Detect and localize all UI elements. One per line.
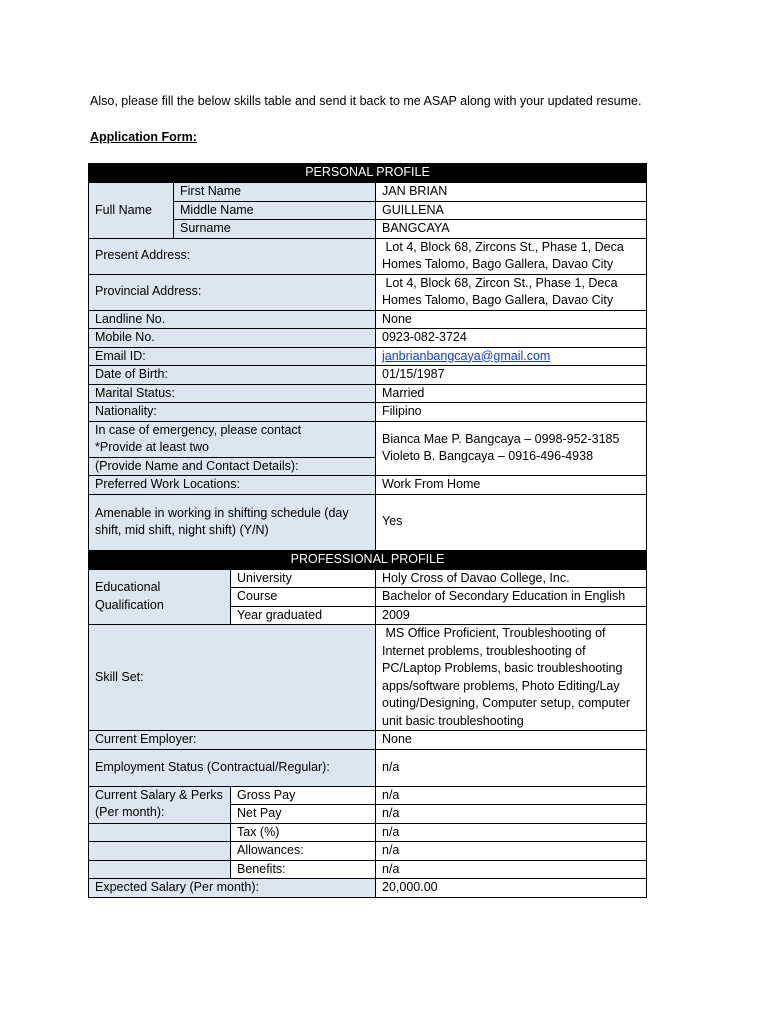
table-row bbox=[89, 823, 647, 842]
table-row bbox=[89, 384, 647, 403]
present-address-label: Present Address: bbox=[89, 238, 376, 274]
mobile-value[interactable]: 0923-082-3724 bbox=[376, 329, 647, 348]
table-row bbox=[89, 183, 647, 202]
current-salary-label-line: Current Salary & Perks bbox=[95, 787, 223, 802]
present-address-line: Homes Talomo, Bago Gallera, Davao City bbox=[382, 257, 614, 271]
dob-label: Date of Birth: bbox=[89, 366, 376, 385]
first-name-value[interactable]: JAN BRIAN bbox=[376, 183, 647, 202]
provincial-address-value[interactable] bbox=[376, 274, 647, 310]
full-name-label: Full Name bbox=[89, 183, 174, 239]
application-form-table bbox=[88, 163, 647, 898]
allowances-value[interactable]: n/a bbox=[376, 842, 647, 861]
emergency-contact-value[interactable] bbox=[376, 421, 647, 476]
landline-label: Landline No. bbox=[89, 310, 376, 329]
benefits-label: Benefits: bbox=[231, 860, 376, 879]
provincial-address-label: Provincial Address: bbox=[89, 274, 376, 310]
provincial-address-line: Homes Talomo, Bago Gallera, Davao City bbox=[382, 293, 614, 307]
allowances-label: Allowances: bbox=[231, 842, 376, 861]
gross-pay-label: Gross Pay bbox=[231, 786, 376, 805]
table-row bbox=[89, 403, 647, 422]
shifting-schedule-value[interactable]: Yes bbox=[376, 494, 647, 550]
current-salary-label bbox=[89, 786, 231, 823]
emergency-contact-label-line: *Provide at least two bbox=[95, 440, 209, 454]
course-value[interactable]: Bachelor of Secondary Education in English bbox=[376, 588, 647, 607]
table-row bbox=[89, 860, 647, 879]
table-row bbox=[89, 879, 647, 898]
table-row bbox=[89, 731, 647, 750]
skill-set-line: outing/Designing, Computer setup, computer bbox=[382, 696, 631, 710]
email-link[interactable]: janbrianbangcaya@gmail.com bbox=[382, 348, 551, 363]
course-label: Course bbox=[231, 588, 376, 607]
work-location-label: Preferred Work Locations: bbox=[89, 476, 376, 495]
table-row bbox=[89, 347, 647, 366]
tax-value[interactable]: n/a bbox=[376, 823, 647, 842]
marital-status-label: Marital Status: bbox=[89, 384, 376, 403]
benefits-value[interactable]: n/a bbox=[376, 860, 647, 879]
table-row bbox=[89, 238, 647, 274]
provincial-address-line: Lot 4, Block 68, Zircon St., Phase 1, Deca bbox=[382, 275, 618, 290]
table-row bbox=[89, 274, 647, 310]
skill-set-line: apps/software problems, Photo Editing/Lay bbox=[382, 678, 620, 693]
empty-label-cell bbox=[89, 860, 231, 879]
net-pay-label: Net Pay bbox=[231, 805, 376, 824]
middle-name-label: Middle Name bbox=[174, 201, 376, 220]
current-employer-label: Current Employer: bbox=[89, 731, 376, 750]
surname-value[interactable]: BANGCAYA bbox=[376, 220, 647, 239]
skill-set-line: MS Office Proficient, Troubleshooting of bbox=[382, 626, 606, 640]
gross-pay-value[interactable]: n/a bbox=[376, 786, 647, 805]
expected-salary-value[interactable]: 20,000.00 bbox=[376, 879, 647, 898]
year-graduated-label: Year graduated bbox=[231, 606, 376, 625]
net-pay-value[interactable]: n/a bbox=[376, 805, 647, 824]
landline-value[interactable]: None bbox=[376, 310, 647, 329]
dob-value[interactable]: 01/15/1987 bbox=[376, 366, 647, 385]
shifting-schedule-label-line: Amenable in working in shifting schedule (day bbox=[95, 505, 349, 520]
current-salary-label-line: (Per month): bbox=[95, 805, 165, 819]
professional-profile-header-row bbox=[89, 550, 647, 569]
current-employer-value[interactable]: None bbox=[376, 731, 647, 750]
shifting-schedule-label bbox=[89, 494, 376, 550]
table-row bbox=[89, 786, 647, 805]
emergency-contact-label bbox=[89, 421, 376, 457]
email-label: Email ID: bbox=[89, 347, 376, 366]
present-address-line: Lot 4, Block 68, Zircons St., Phase 1, Deca bbox=[382, 239, 624, 254]
table-row bbox=[89, 366, 647, 385]
surname-label: Surname bbox=[174, 220, 376, 239]
nationality-label: Nationality: bbox=[89, 403, 376, 422]
email-value bbox=[376, 347, 647, 366]
empty-label-cell bbox=[89, 823, 231, 842]
mobile-label: Mobile No. bbox=[89, 329, 376, 348]
personal-profile-header-row bbox=[89, 164, 647, 183]
form-title: Application Form: bbox=[90, 130, 197, 144]
emergency-contact-details-label: (Provide Name and Contact Details): bbox=[89, 457, 376, 476]
education-label bbox=[89, 569, 231, 625]
emergency-contact-label-line: In case of emergency, please contact bbox=[95, 422, 302, 437]
skill-set-line: unit basic troubleshooting bbox=[382, 713, 524, 728]
intro-text: Also, please fill the below skills table and send it back to me ASAP along with your updated resume. bbox=[90, 94, 642, 108]
table-row bbox=[89, 421, 647, 457]
year-graduated-value[interactable]: 2009 bbox=[376, 606, 647, 625]
education-label-line: Educational bbox=[95, 580, 161, 595]
middle-name-value[interactable]: GUILLENA bbox=[376, 201, 647, 220]
tax-label: Tax (%) bbox=[231, 823, 376, 842]
emergency-contact-line: Violeto B. Bangcaya – 0916-496-4938 bbox=[382, 449, 594, 464]
table-row bbox=[89, 749, 647, 786]
university-label: University bbox=[231, 569, 376, 588]
marital-status-value[interactable]: Married bbox=[376, 384, 647, 403]
empty-label-cell bbox=[89, 842, 231, 861]
employment-status-label: Employment Status (Contractual/Regular): bbox=[89, 749, 376, 786]
table-row bbox=[89, 494, 647, 550]
nationality-value[interactable]: Filipino bbox=[376, 403, 647, 422]
table-row bbox=[89, 842, 647, 861]
skill-set-line: PC/Laptop Problems, basic troubleshooting bbox=[382, 661, 623, 675]
table-row bbox=[89, 625, 647, 731]
present-address-value[interactable] bbox=[376, 238, 647, 274]
personal-profile-header: PERSONAL PROFILE bbox=[89, 164, 647, 183]
skill-set-label: Skill Set: bbox=[89, 625, 376, 731]
table-row bbox=[89, 569, 647, 588]
table-row bbox=[89, 476, 647, 495]
professional-profile-header: PROFESSIONAL PROFILE bbox=[89, 550, 647, 569]
work-location-value[interactable]: Work From Home bbox=[376, 476, 647, 495]
first-name-label: First Name bbox=[174, 183, 376, 202]
university-value[interactable]: Holy Cross of Davao College, Inc. bbox=[376, 569, 647, 588]
skill-set-line: Internet problems, troubleshooting of bbox=[382, 643, 586, 658]
shifting-schedule-label-line: shift, mid shift, night shift) (Y/N) bbox=[95, 523, 269, 537]
skill-set-value[interactable] bbox=[376, 625, 647, 731]
table-row bbox=[89, 329, 647, 348]
employment-status-value[interactable]: n/a bbox=[376, 749, 647, 786]
expected-salary-label: Expected Salary (Per month): bbox=[89, 879, 376, 898]
education-label-line: Qualification bbox=[95, 597, 164, 612]
table-row bbox=[89, 310, 647, 329]
emergency-contact-line: Bianca Mae P. Bangcaya – 0998-952-3185 bbox=[382, 431, 620, 446]
